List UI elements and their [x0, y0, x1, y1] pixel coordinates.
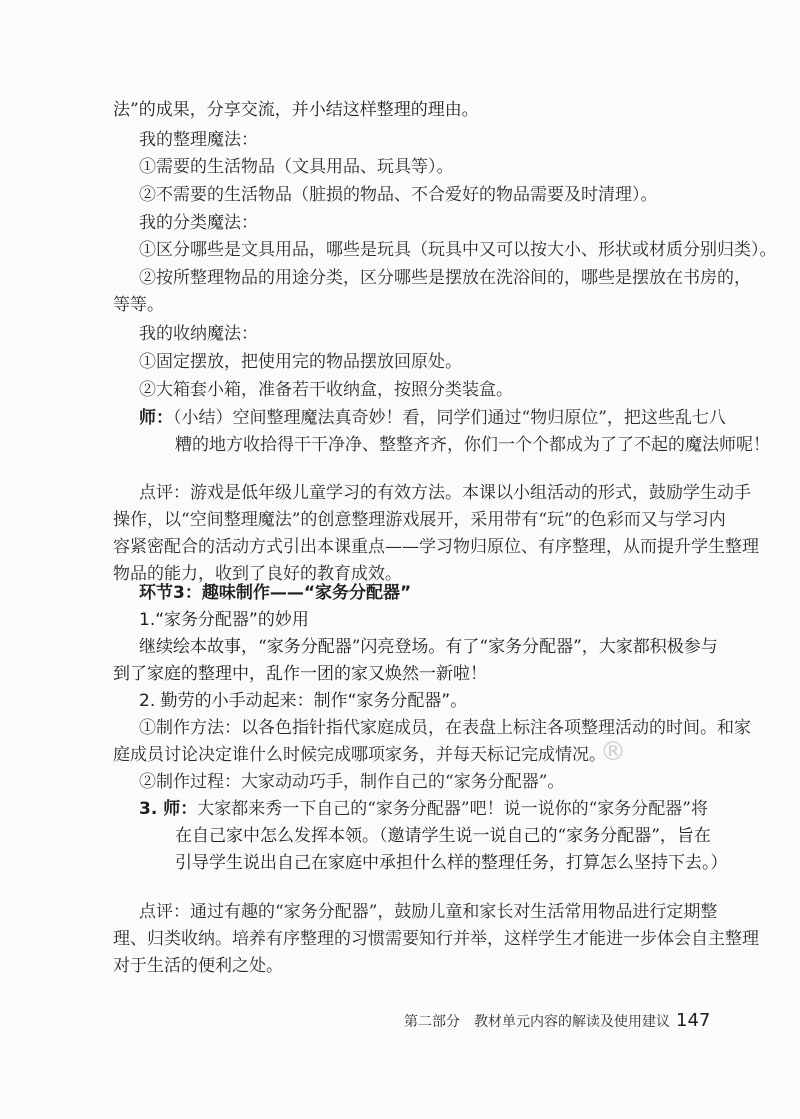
teacher-line	[139, 406, 726, 430]
teacher-text-cont: 糟的地方收拾得干干净净、整整齐齐，你们一个个都成为了了不起的魔法师呢！	[175, 435, 770, 455]
section-heading: 环节3：趣味制作——“家务分配器”	[139, 583, 412, 603]
sub-heading: 2. 勤劳的小手动起来：制作“家务分配器”。	[139, 691, 468, 711]
text-line: 等等。	[113, 295, 164, 315]
text-line: 法”的成果，分享交流，并小结这样整理的理由。	[113, 100, 479, 120]
list-item: ②大箱套小箱，准备若干收纳盒，按照分类装盒。	[139, 380, 513, 400]
comment-line: 理、归类收纳。培养有序整理的习惯需要知行并举，这样学生才能进一步体会自主整理	[113, 929, 759, 949]
teacher-text-cont: 引导学生说出自己在家庭中承担什么样的整理任务，打算怎么坚持下去。）	[175, 853, 728, 873]
list-item: ②制作过程：大家动动巧手，制作自己的“家务分配器”。	[139, 772, 565, 792]
text-line: 继续绘本故事，“家务分配器”闪亮登场。有了“家务分配器”，大家都积极参与	[139, 637, 718, 657]
page-number: 147	[676, 1010, 711, 1031]
method-heading: 我的分类魔法：	[139, 213, 258, 233]
teacher-label: 师：	[139, 408, 173, 428]
running-footer: 第二部分 教材单元内容的解读及使用建议	[404, 1014, 670, 1030]
method-heading: 我的整理魔法：	[139, 130, 258, 150]
comment-line: 点评：通过有趣的“家务分配器”，鼓励儿童和家长对生活常用物品进行定期整	[139, 902, 718, 922]
teacher-label: 3. 师：	[139, 799, 198, 819]
teacher-line	[139, 797, 708, 821]
comment-line: 对于生活的便利之处。	[113, 956, 283, 976]
comment-line: 操作，以“空间整理魔法”的创意整理游戏展开，采用带有“玩”的色彩而又与学习内	[113, 510, 726, 530]
sub-heading: 1.“家务分配器”的妙用	[139, 610, 309, 630]
list-item: ①固定摆放，把使用完的物品摆放回原处。	[139, 352, 462, 372]
comment-line: 点评：游戏是低年级儿童学习的有效方法。本课以小组活动的形式，鼓励学生动手	[139, 483, 751, 503]
teacher-text: （小结）空间整理魔法真奇妙！看，同学们通过“物归原位”，把这些乱七八	[173, 408, 726, 428]
list-item: 庭成员讨论决定谁什么时候完成哪项家务，并每天标记完成情况。	[113, 745, 606, 765]
teacher-text-cont: 在自己家中怎么发挥本领。（邀请学生说一说自己的“家务分配器”，旨在	[175, 826, 711, 846]
text-line: 到了家庭的整理中，乱作一团的家又焕然一新啦！	[113, 664, 487, 684]
list-item: ①区分哪些是文具用品，哪些是玩具（玩具中又可以按大小、形状或材质分别归类）。	[139, 240, 777, 260]
list-item: ①需要的生活物品（文具用品、玩具等）。	[139, 157, 454, 177]
method-heading: 我的收纳魔法：	[139, 324, 258, 344]
list-item: ②不需要的生活物品（脏损的物品、不合爱好的物品需要及时清理）。	[139, 185, 658, 205]
comment-line: 物品的能力，收到了良好的教育成效。	[113, 564, 402, 584]
list-item: ②按所整理物品的用途分类，区分哪些是摆放在洗浴间的，哪些是摆放在书房的，	[139, 268, 751, 288]
registered-mark-watermark: ®	[600, 737, 626, 767]
comment-line: 容紧密配合的活动方式引出本课重点——学习物归原位、有序整理，从而提升学生整理	[113, 537, 759, 557]
teacher-text: 大家都来秀一下自己的“家务分配器”吧！说一说你的“家务分配器”将	[197, 799, 708, 819]
list-item: ①制作方法：以各色指针指代家庭成员，在表盘上标注各项整理活动的时间。和家	[139, 718, 751, 738]
